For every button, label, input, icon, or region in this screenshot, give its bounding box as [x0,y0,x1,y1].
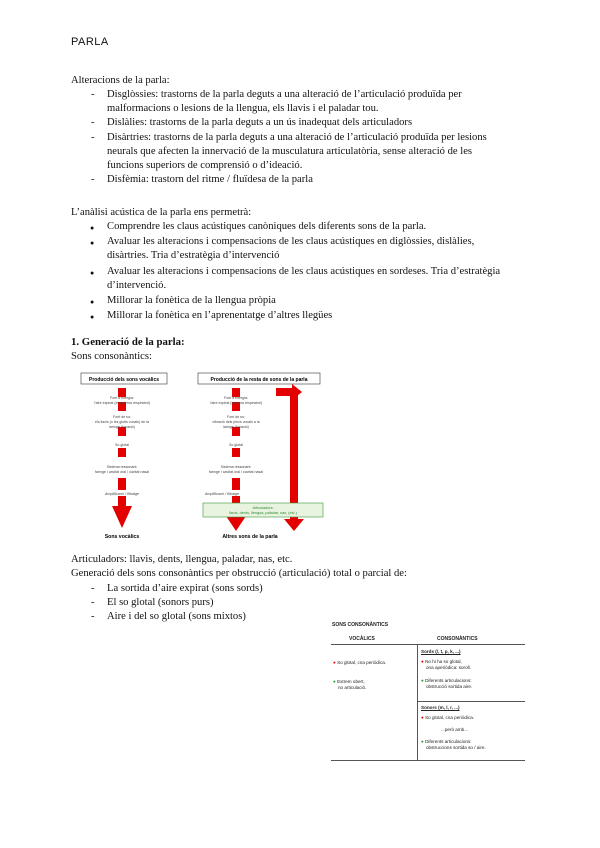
svg-text:Sistema ressonant:: Sistema ressonant: [220,465,252,469]
right-result: Altres sons de la parla [222,534,278,540]
page-header: PARLA [71,36,109,48]
analisi-heading: L’anàlisi acústica de la parla ens permetrà: [71,207,252,218]
table-row: ● So glotal, cna periòdica. [421,715,475,720]
list-item: - El so glotal (sonors purs) [71,596,327,610]
svg-text:l’aire expirat (sistema respir: l’aire expirat (sistema respiratori) [209,401,263,405]
consonant-sounds-table [329,619,527,763]
svg-text:els llavis (o les glotis vocal: els llavis (o les glotis vocals) de la [95,420,149,424]
speech-production-diagram [72,368,334,544]
generacio-line: Generació dels sons consonàntics per obstrucció (articulació) total o parcial de: [71,568,407,579]
table-title: SONS CONSONÀNTICS [332,622,389,628]
section-heading: 1. Generació de la parla: [71,336,185,348]
svg-text:Font de so:: Font de so: [227,415,245,419]
svg-text:llavis, dents, llengua, palada: llavis, dents, llengua, paladar, nas, (etc.) [229,511,297,515]
svg-text:l’aire expirat (el sistema res: l’aire expirat (el sistema respiratori) [94,401,150,405]
list-item: ● Millorar la fonètica de la llengua pròpia [71,294,527,308]
right-title: Producció de la resta de sons de la parla [210,377,308,383]
left-arrow-segments [112,388,132,528]
table-row: ● Diferents articulacions: obstrucció sortida aire. [421,678,473,689]
svg-text:Articuladors:: Articuladors: [252,506,274,510]
list-item: - Disàrtries: trastorns de la parla deguts a una alteració de l’articulació produïda per lesions neurals que afecten la innervació de la musculatura articulatòria, sense alteració de les funcions superiors de comprensió o d’ideació. [71,131,517,174]
svg-text:Font d’energia:: Font d’energia: [224,396,248,400]
col-vocalics: VOCÀLICS [349,636,375,642]
svg-text:faringe i cavitat oral / cavit: faringe i cavitat oral / cavitat nasal [94,470,150,474]
list-item: - La sortida d’aire expirat (sons sords) [71,582,327,596]
analisi-list [71,220,527,324]
list-item: - Aire i del so glotal (sons mixtos) [71,610,327,624]
sonors-title: Sonors (m, l, r, ...) [421,705,460,710]
sords-title: Sords (/, t, p, k, ...) [421,649,461,654]
svg-text:laringe (fonació): laringe (fonació) [109,425,135,429]
list-item: ● Comprendre les claus acústiques canòniques dels diferents sons de la parla. [71,220,527,234]
left-title: Producció dels sons vocàlics [88,377,160,383]
right-arrow-head [226,516,246,531]
articuladors-line: Articuladors: llavis, dents, llengua, paladar, nas, etc. [71,554,293,565]
svg-text:Font d’energia:: Font d’energia: [110,396,134,400]
obstruccio-list [71,582,327,625]
left-result: Sons vocàlics [104,534,140,540]
table-row: ● Extrem obert, no articulació. [333,679,367,690]
svg-text:So glotal: So glotal [229,443,243,447]
svg-text:vibració dels plecs vocals a l: vibració dels plecs vocals a la [212,420,260,424]
list-item: ● Avaluar les alteracions i compensacions de les claus acústiques en sordeses. Tria d’estratègia d’intervenció. [71,265,527,293]
table-row: ...però amb... [441,727,469,732]
list-item: ● Avaluar les alteracions i compensacions de les claus acústiques en diglòssies, dislàlies, disàrtries. Tria d’estratègia d’intervenció [71,235,527,263]
list-item: - Disglòssies: trastorns de la parla deguts a una alteració de l’articulació produïda per malformacions o lesions de la llengua, els llavis i el paladar tou. [71,88,517,116]
table-row: ● So glotal, cna periòdica. [333,660,387,665]
svg-text:faringe i cavitat oral / cavit: faringe i cavitat oral / cavitat nasal [208,470,264,474]
left-arrow-head [112,506,132,528]
svg-text:So glotal: So glotal [115,443,129,447]
section-subheading: Sons consonàntics: [71,351,152,362]
col-consonantics: CONSONÀNTICS [437,636,478,642]
alteracions-heading: Alteracions de la parla: [71,75,170,86]
svg-text:Amplificació / filtratge: Amplificació / filtratge [105,492,139,496]
table-row: ● No hi ha so glotal, ona aperiòdica: soroll. [421,659,471,670]
svg-text:Amplificació / filtratge: Amplificació / filtratge [205,492,239,496]
list-item: - Disfèmia: trastorn del ritme / fluïdesa de la parla [71,173,517,187]
svg-text:Font de so:: Font de so: [113,415,131,419]
svg-text:laringe (fonació): laringe (fonació) [223,425,249,429]
alteracions-list [71,88,517,187]
list-item: - Dislàlies: trastorns de la parla deguts a un ús inadequat dels articuladors [71,116,517,130]
svg-text:Sistema ressonant:: Sistema ressonant: [106,465,138,469]
list-item: ● Millorar la fonètica en l’aprenentatge d’altres llegües [71,309,527,323]
table-row: ● Diferents articulacions: obstruccions sortida so / aire. [421,739,486,750]
